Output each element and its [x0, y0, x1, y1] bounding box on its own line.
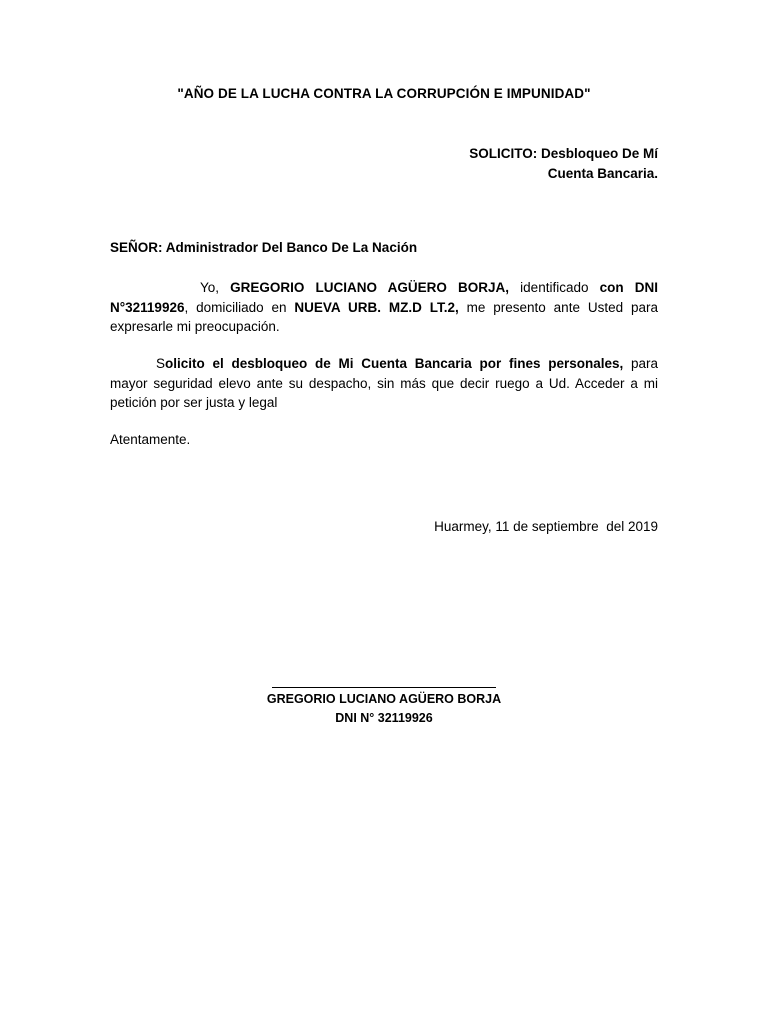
intro-text-4: me presento ante Usted para expresarle mi preocupación.	[110, 299, 658, 334]
request-initial: S	[156, 356, 166, 371]
signatory-name: GREGORIO LUCIANO AGÜERO BORJA	[266, 692, 502, 706]
request-justification: para mayor seguridad elevo ante su despacho, sin más que decir ruego a Ud. Acceder a mi petición por ser justa y legal	[110, 356, 658, 410]
request-label: SOLICITO:	[469, 146, 538, 161]
closing-salutation: Atentamente.	[110, 432, 191, 447]
signature-block	[0, 690, 768, 728]
applicant-name: GREGORIO LUCIANO AGÜERO BORJA,	[230, 280, 510, 295]
request-text-line1: Desbloqueo De Mí	[537, 146, 658, 161]
paragraph-introduction	[110, 278, 658, 337]
intro-text-1: Yo,	[200, 280, 231, 295]
intro-text-3: , domiciliado en	[184, 299, 295, 315]
year-motto: "AÑO DE LA LUCHA CONTRA LA CORRUPCIÓN E IMPUNIDAD"	[177, 86, 591, 101]
request-subject-line1	[358, 144, 658, 164]
request-subject	[358, 144, 658, 184]
recipient-label: SEÑOR:	[110, 240, 163, 255]
applicant-dni: con DNI N°32119926	[110, 280, 658, 315]
paragraph-request	[110, 354, 658, 413]
signatory-dni: DNI N° 32119926	[335, 711, 433, 725]
place-date: Huarmey, 11 de septiembre del 2019	[434, 519, 658, 534]
request-statement: olicito el desbloqueo de Mi Cuenta Bancaria por fines personales,	[165, 356, 624, 371]
recipient-name: Administrador Del Banco De La Nación	[162, 240, 418, 255]
recipient-line	[110, 240, 417, 255]
request-text-line2: Cuenta Bancaria.	[547, 166, 658, 181]
intro-text-2: identificado	[509, 280, 600, 295]
applicant-address: NUEVA URB. MZ.D LT.2,	[294, 299, 459, 315]
signature-line	[272, 687, 496, 688]
